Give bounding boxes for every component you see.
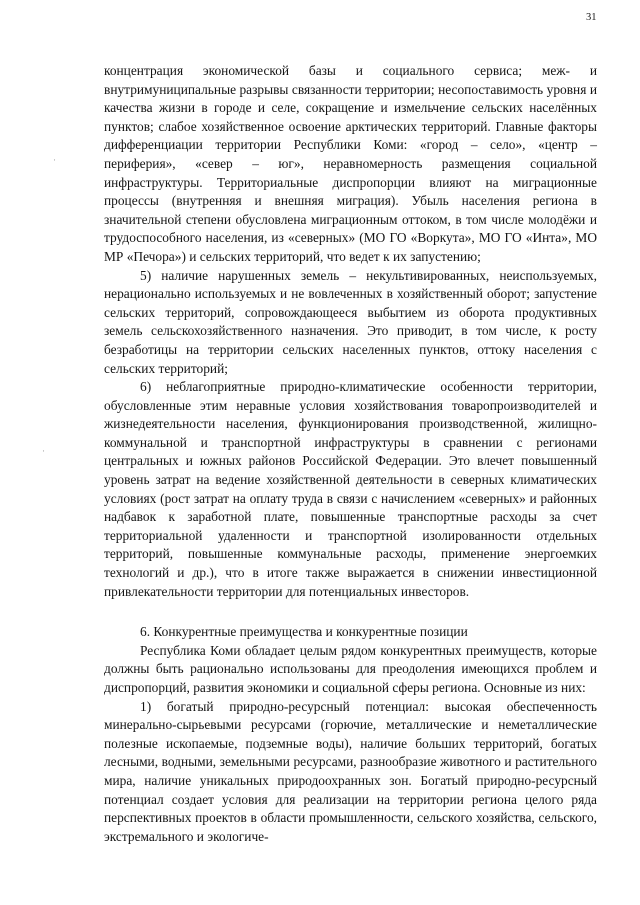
paragraph-item-1: 1) богатый природно-ресурсный потенциал: высокая обеспеченность минерально-сырьевыми ресурсами (горючие, металлические и неметаллические полезные ископаемые, подземные воды), наличие больших территорий, богатых лесными, водными, земельными ресурсами, разнообразие животного и растительного мира, наличие уникальных природоохранных зон. Богатый природно-ресурсный потенциал создает условия для реализации на территории региона целого ряда перспективных проектов в области промышленности, сельского хозяйства, сельского, экстремального и экологиче- (104, 698, 597, 844)
scan-mark: · (53, 155, 56, 165)
page-number: 31 (586, 12, 597, 23)
section-heading: 6. Конкурентные преимущества и конкурентные позиции (140, 624, 468, 640)
scan-mark: · (42, 446, 45, 456)
paragraph-item-5: 5) наличие нарушенных земель – некультивированных, неиспользуемых, нерационально используемых и не вовлеченных в хозяйственный оборот; запустение сельских территорий, сопровождающееся выбытием из оборота продуктивных земель сельскохозяйственного назначения. Это приводит, в том числе, к росту безработицы на территории сельских населенных пунктов, оттоку населения с сельских территорий; (104, 267, 597, 376)
paragraph-continuation: концентрация экономической базы и социального сервиса; меж- и внутримуниципальные разрывы связанности территории; несопоставимость уровня и качества жизни в городе и селе, сокращение и измельчение сельских населённых пунктов; слабое хозяйственное освоение арктических территорий. Главные факторы дифференциации территории Республики Коми: «город – село», «центр – периферия», «север – юг», неравномерность размещения социальной инфраструктуры. Территориальные диспропорции влияют на миграционные процессы (внутренняя и внешняя миграция). Убыль населения региона в значительной степени обусловлена миграционным оттоком, в том числе молодёжи и трудоспособного населения, из «северных» (МО ГО «Воркута», МО ГО «Инта», МО МР «Печора») и сельских территорий, что ведет к их запустению; (104, 63, 597, 264)
paragraph-intro: Республика Коми обладает целым рядом конкурентных преимуществ, которые должны быть рационально использованы для преодоления имеющихся проблем и диспропорций, развития экономики и социальной сферы региона. Основные из них: (104, 642, 597, 695)
document-body (104, 62, 597, 846)
paragraph-item-6: 6) неблагоприятные природно-климатические особенности территории, обусловленные этим неравные условия хозяйствования товаропроизводителей и жизнедеятельности населения, функционирования производственной, жилищно-коммунальной и транспортной инфраструктуры в сравнении с регионами центральных и южных районов Российской Федерации. Это влечет повышенный уровень затрат на ведение хозяйственной деятельности в северных климатических условиях (рост затрат на оплату труда в связи с начислением «северных» и районных надбавок к заработной плате, повышенные транспортные расходы за счет территориальной удаленности и транспортной изолированности отдельных территорий, повышенные коммунальные расходы, применение энергоемких технологий и др.), что в итоге также выражается в снижении инвестиционной привлекательности территории для потенциальных инвесторов. (104, 379, 597, 599)
